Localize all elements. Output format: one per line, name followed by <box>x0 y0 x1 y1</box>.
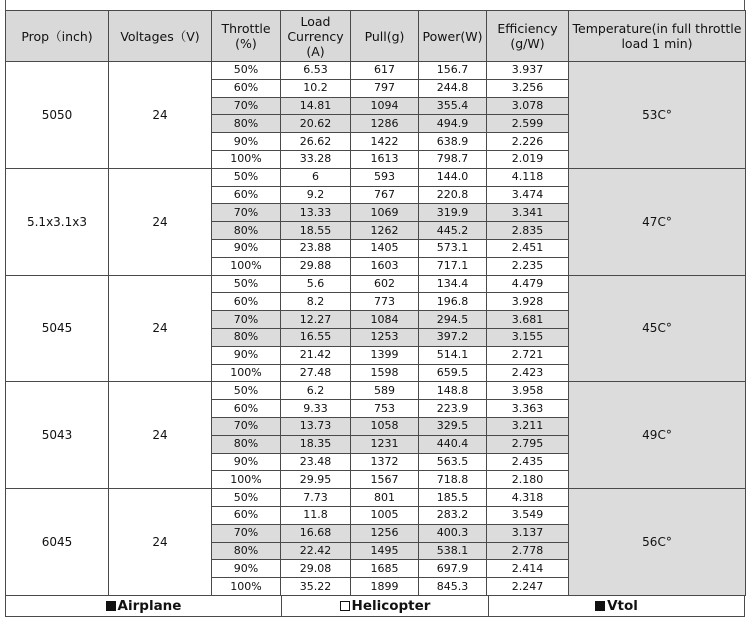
efficiency-cell: 2.435 <box>487 453 569 471</box>
power-cell: 196.8 <box>419 293 487 311</box>
prop-cell: 5.1x3.1x3 <box>6 168 109 275</box>
pull-cell: 1598 <box>351 364 419 382</box>
power-cell: 638.9 <box>419 133 487 151</box>
temperature-cell: 47C° <box>569 168 746 275</box>
current-cell: 22.42 <box>281 542 351 560</box>
power-cell: 697.9 <box>419 560 487 578</box>
table-row <box>6 168 746 186</box>
efficiency-cell: 2.423 <box>487 364 569 382</box>
current-cell: 14.81 <box>281 97 351 115</box>
pull-cell: 1262 <box>351 222 419 240</box>
current-cell: 16.68 <box>281 524 351 542</box>
pull-cell: 1286 <box>351 115 419 133</box>
efficiency-cell: 2.778 <box>487 542 569 560</box>
power-cell: 659.5 <box>419 364 487 382</box>
performance-table <box>5 10 746 596</box>
current-cell: 23.48 <box>281 453 351 471</box>
throttle-cell: 70% <box>212 311 281 329</box>
pull-cell: 1405 <box>351 239 419 257</box>
throttle-cell: 90% <box>212 133 281 151</box>
temperature-cell: 49C° <box>569 382 746 489</box>
throttle-cell: 80% <box>212 328 281 346</box>
throttle-cell: 100% <box>212 150 281 168</box>
legend-vtol <box>488 596 744 616</box>
header-row <box>6 11 746 62</box>
current-cell: 10.2 <box>281 79 351 97</box>
header-throttle: Throttle (%) <box>212 11 281 62</box>
power-cell: 717.1 <box>419 257 487 275</box>
table-row <box>6 62 746 80</box>
pull-cell: 1005 <box>351 506 419 524</box>
header-voltage: Voltages（V) <box>109 11 212 62</box>
efficiency-cell: 2.235 <box>487 257 569 275</box>
power-cell: 294.5 <box>419 311 487 329</box>
throttle-cell: 100% <box>212 364 281 382</box>
efficiency-cell: 3.211 <box>487 417 569 435</box>
power-cell: 563.5 <box>419 453 487 471</box>
power-cell: 440.4 <box>419 435 487 453</box>
header-power: Power(W) <box>419 11 487 62</box>
efficiency-cell: 2.835 <box>487 222 569 240</box>
current-cell: 6.53 <box>281 62 351 80</box>
pull-cell: 589 <box>351 382 419 400</box>
current-cell: 13.33 <box>281 204 351 222</box>
pull-cell: 753 <box>351 400 419 418</box>
throttle-cell: 80% <box>212 542 281 560</box>
voltage-cell: 24 <box>109 275 212 382</box>
throttle-cell: 60% <box>212 293 281 311</box>
throttle-cell: 50% <box>212 382 281 400</box>
legend-helicopter <box>281 596 488 616</box>
power-cell: 148.8 <box>419 382 487 400</box>
pull-cell: 1094 <box>351 97 419 115</box>
efficiency-cell: 2.226 <box>487 133 569 151</box>
efficiency-cell: 2.451 <box>487 239 569 257</box>
efficiency-cell: 2.599 <box>487 115 569 133</box>
current-cell: 29.88 <box>281 257 351 275</box>
power-cell: 244.8 <box>419 79 487 97</box>
current-cell: 23.88 <box>281 239 351 257</box>
power-cell: 514.1 <box>419 346 487 364</box>
pull-cell: 1567 <box>351 471 419 489</box>
pull-cell: 1256 <box>351 524 419 542</box>
table-row <box>6 489 746 507</box>
current-cell: 5.6 <box>281 275 351 293</box>
voltage-cell: 24 <box>109 382 212 489</box>
current-cell: 9.33 <box>281 400 351 418</box>
throttle-cell: 80% <box>212 222 281 240</box>
throttle-cell: 90% <box>212 346 281 364</box>
power-cell: 329.5 <box>419 417 487 435</box>
efficiency-cell: 3.137 <box>487 524 569 542</box>
efficiency-cell: 2.721 <box>487 346 569 364</box>
pull-cell: 602 <box>351 275 419 293</box>
efficiency-cell: 3.155 <box>487 328 569 346</box>
efficiency-cell: 2.247 <box>487 578 569 596</box>
power-cell: 718.8 <box>419 471 487 489</box>
voltage-cell: 24 <box>109 168 212 275</box>
pull-cell: 797 <box>351 79 419 97</box>
power-cell: 156.7 <box>419 62 487 80</box>
throttle-cell: 70% <box>212 97 281 115</box>
pull-cell: 593 <box>351 168 419 186</box>
voltage-cell: 24 <box>109 489 212 596</box>
header-efficiency: Efficiency (g/W) <box>487 11 569 62</box>
efficiency-cell: 3.928 <box>487 293 569 311</box>
pull-cell: 801 <box>351 489 419 507</box>
legend-airplane-label: Airplane <box>117 597 182 614</box>
legend-vtol-label: Vtol <box>607 597 638 614</box>
current-cell: 26.62 <box>281 133 351 151</box>
pull-cell: 1613 <box>351 150 419 168</box>
efficiency-cell: 4.118 <box>487 168 569 186</box>
filled-square-icon <box>106 601 116 611</box>
efficiency-cell: 3.958 <box>487 382 569 400</box>
power-cell: 400.3 <box>419 524 487 542</box>
current-cell: 6.2 <box>281 382 351 400</box>
table-row <box>6 382 746 400</box>
header-prop: Prop（inch) <box>6 11 109 62</box>
pull-cell: 1422 <box>351 133 419 151</box>
power-cell: 573.1 <box>419 239 487 257</box>
current-cell: 9.2 <box>281 186 351 204</box>
pull-cell: 1495 <box>351 542 419 560</box>
throttle-cell: 50% <box>212 275 281 293</box>
throttle-cell: 60% <box>212 186 281 204</box>
pull-cell: 1058 <box>351 417 419 435</box>
current-cell: 18.55 <box>281 222 351 240</box>
power-cell: 397.2 <box>419 328 487 346</box>
spec-sheet <box>5 0 745 617</box>
current-cell: 35.22 <box>281 578 351 596</box>
efficiency-cell: 2.019 <box>487 150 569 168</box>
efficiency-cell: 3.474 <box>487 186 569 204</box>
power-cell: 798.7 <box>419 150 487 168</box>
efficiency-cell: 4.318 <box>487 489 569 507</box>
legend-footer <box>5 596 745 617</box>
throttle-cell: 70% <box>212 204 281 222</box>
efficiency-cell: 3.549 <box>487 506 569 524</box>
pull-cell: 617 <box>351 62 419 80</box>
prop-cell: 5050 <box>6 62 109 169</box>
throttle-cell: 90% <box>212 560 281 578</box>
throttle-cell: 60% <box>212 506 281 524</box>
power-cell: 355.4 <box>419 97 487 115</box>
current-cell: 21.42 <box>281 346 351 364</box>
pull-cell: 1253 <box>351 328 419 346</box>
power-cell: 134.4 <box>419 275 487 293</box>
power-cell: 185.5 <box>419 489 487 507</box>
pull-cell: 1231 <box>351 435 419 453</box>
prop-cell: 6045 <box>6 489 109 596</box>
header-pull: Pull(g) <box>351 11 419 62</box>
throttle-cell: 90% <box>212 239 281 257</box>
throttle-cell: 80% <box>212 435 281 453</box>
current-cell: 8.2 <box>281 293 351 311</box>
filled-square-icon <box>595 601 605 611</box>
efficiency-cell: 2.180 <box>487 471 569 489</box>
current-cell: 6 <box>281 168 351 186</box>
efficiency-cell: 3.681 <box>487 311 569 329</box>
power-cell: 220.8 <box>419 186 487 204</box>
efficiency-cell: 3.341 <box>487 204 569 222</box>
current-cell: 12.27 <box>281 311 351 329</box>
throttle-cell: 70% <box>212 417 281 435</box>
temperature-cell: 53C° <box>569 62 746 169</box>
throttle-cell: 50% <box>212 489 281 507</box>
efficiency-cell: 4.479 <box>487 275 569 293</box>
throttle-cell: 60% <box>212 79 281 97</box>
current-cell: 33.28 <box>281 150 351 168</box>
throttle-cell: 80% <box>212 115 281 133</box>
throttle-cell: 50% <box>212 168 281 186</box>
pull-cell: 1399 <box>351 346 419 364</box>
prop-cell: 5043 <box>6 382 109 489</box>
throttle-cell: 60% <box>212 400 281 418</box>
pull-cell: 767 <box>351 186 419 204</box>
pull-cell: 1084 <box>351 311 419 329</box>
throttle-cell: 100% <box>212 578 281 596</box>
efficiency-cell: 3.078 <box>487 97 569 115</box>
power-cell: 223.9 <box>419 400 487 418</box>
power-cell: 445.2 <box>419 222 487 240</box>
top-border-strip <box>5 0 745 10</box>
power-cell: 494.9 <box>419 115 487 133</box>
header-current: Load Currency (A) <box>281 11 351 62</box>
temperature-cell: 45C° <box>569 275 746 382</box>
empty-square-icon <box>340 601 350 611</box>
table-body <box>6 62 746 596</box>
throttle-cell: 100% <box>212 257 281 275</box>
efficiency-cell: 2.795 <box>487 435 569 453</box>
pull-cell: 1603 <box>351 257 419 275</box>
current-cell: 29.08 <box>281 560 351 578</box>
current-cell: 11.8 <box>281 506 351 524</box>
current-cell: 18.35 <box>281 435 351 453</box>
legend-airplane <box>6 596 281 616</box>
voltage-cell: 24 <box>109 62 212 169</box>
efficiency-cell: 3.256 <box>487 79 569 97</box>
legend-helicopter-label: Helicopter <box>351 597 431 614</box>
current-cell: 20.62 <box>281 115 351 133</box>
current-cell: 27.48 <box>281 364 351 382</box>
pull-cell: 1069 <box>351 204 419 222</box>
power-cell: 538.1 <box>419 542 487 560</box>
prop-cell: 5045 <box>6 275 109 382</box>
current-cell: 7.73 <box>281 489 351 507</box>
power-cell: 283.2 <box>419 506 487 524</box>
pull-cell: 1685 <box>351 560 419 578</box>
pull-cell: 1372 <box>351 453 419 471</box>
power-cell: 319.9 <box>419 204 487 222</box>
pull-cell: 1899 <box>351 578 419 596</box>
current-cell: 13.73 <box>281 417 351 435</box>
current-cell: 16.55 <box>281 328 351 346</box>
power-cell: 144.0 <box>419 168 487 186</box>
temperature-cell: 56C° <box>569 489 746 596</box>
header-temperature: Temperature(in full throttle load 1 min) <box>569 11 746 62</box>
throttle-cell: 50% <box>212 62 281 80</box>
efficiency-cell: 3.363 <box>487 400 569 418</box>
pull-cell: 773 <box>351 293 419 311</box>
power-cell: 845.3 <box>419 578 487 596</box>
throttle-cell: 90% <box>212 453 281 471</box>
current-cell: 29.95 <box>281 471 351 489</box>
table-row <box>6 275 746 293</box>
throttle-cell: 100% <box>212 471 281 489</box>
throttle-cell: 70% <box>212 524 281 542</box>
efficiency-cell: 2.414 <box>487 560 569 578</box>
efficiency-cell: 3.937 <box>487 62 569 80</box>
